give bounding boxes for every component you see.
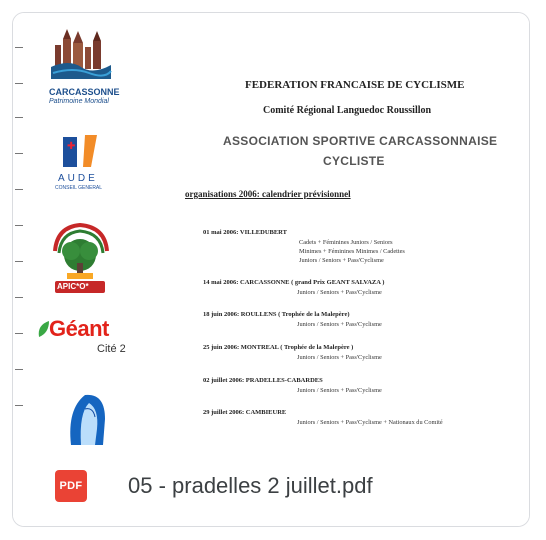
doc-header-federation: FEDERATION FRANCAISE DE CYCLISME xyxy=(245,79,465,91)
scan-tick xyxy=(15,189,23,190)
scan-tick xyxy=(15,117,23,118)
event-title: 01 mai 2006: VILLEDUBERT xyxy=(203,229,287,236)
event-category: Juniors / Seniors + Pass'Cyclisme xyxy=(297,354,382,361)
file-preview[interactable] xyxy=(13,13,529,445)
event-category: Juniors / Seniors + Pass'Cyclisme xyxy=(299,257,384,264)
scan-tick xyxy=(15,369,23,370)
aude-sublabel: CONSEIL GENERAL xyxy=(55,185,103,191)
event-title: 02 juillet 2006: PRADELLES-CABARDES xyxy=(203,377,323,384)
event-title: 14 mai 2006: CARCASSONNE ( grand Prix GEANT SALVAZA ) xyxy=(203,279,385,286)
event-category: Juniors / Seniors + Pass'Cyclisme xyxy=(297,289,382,296)
file-card-footer[interactable] xyxy=(13,445,529,527)
file-card[interactable] xyxy=(12,12,530,527)
geant-label: Géant xyxy=(49,316,109,341)
file-name[interactable]: 05 - pradelles 2 juillet.pdf xyxy=(128,473,373,498)
scan-tick xyxy=(15,153,23,154)
event-title: 25 juin 2006: MONTREAL ( Trophée de la Malepère ) xyxy=(203,344,354,351)
event-category: Minimes + Féminines Minimes / Cadettes xyxy=(299,248,405,255)
doc-header-comite: Comité Régional Languedoc Roussillon xyxy=(263,105,432,116)
scan-tick xyxy=(15,83,23,84)
portrait-logo xyxy=(63,389,109,445)
scan-tick xyxy=(15,297,23,298)
apic-label: APIC*O* xyxy=(57,282,89,291)
scan-tick xyxy=(15,225,23,226)
scan-tick xyxy=(15,333,23,334)
doc-subtitle: organisations 2006: calendrier prévisionnel xyxy=(185,189,351,199)
event-title: 29 juillet 2006: CAMBIEURE xyxy=(203,409,287,416)
event-title: 18 juin 2006: ROULLENS ( Trophée de la Malepère) xyxy=(203,311,350,318)
carcassonne-label: CARCASSONNE xyxy=(49,87,120,97)
event-category: Juniors / Seniors + Pass'Cyclisme xyxy=(297,321,382,328)
doc-header-association: ASSOCIATION SPORTIVE CARCASSONNAISE xyxy=(223,134,498,148)
event-category: Juniors / Seniors + Pass'Cyclisme xyxy=(297,387,382,394)
event-category: Juniors / Seniors + Pass'Cyclisme + Nationaux du Comité xyxy=(297,419,443,426)
carcassonne-sublabel: Patrimoine Mondial xyxy=(49,98,109,105)
event-category: Cadets + Féminines Juniors / Seniors xyxy=(299,239,393,246)
geant-sublabel: Cité 2 xyxy=(97,343,126,355)
scan-tick xyxy=(15,405,23,406)
pdf-file-icon: PDF xyxy=(55,470,87,502)
scan-tick xyxy=(15,47,23,48)
carcassonne-logo xyxy=(49,23,113,85)
aude-label: AUDE xyxy=(58,173,98,184)
svg-text:✚: ✚ xyxy=(67,141,76,152)
aude-logo xyxy=(57,133,105,171)
doc-header-cycliste: CYCLISTE xyxy=(323,154,385,168)
scan-tick xyxy=(15,261,23,262)
